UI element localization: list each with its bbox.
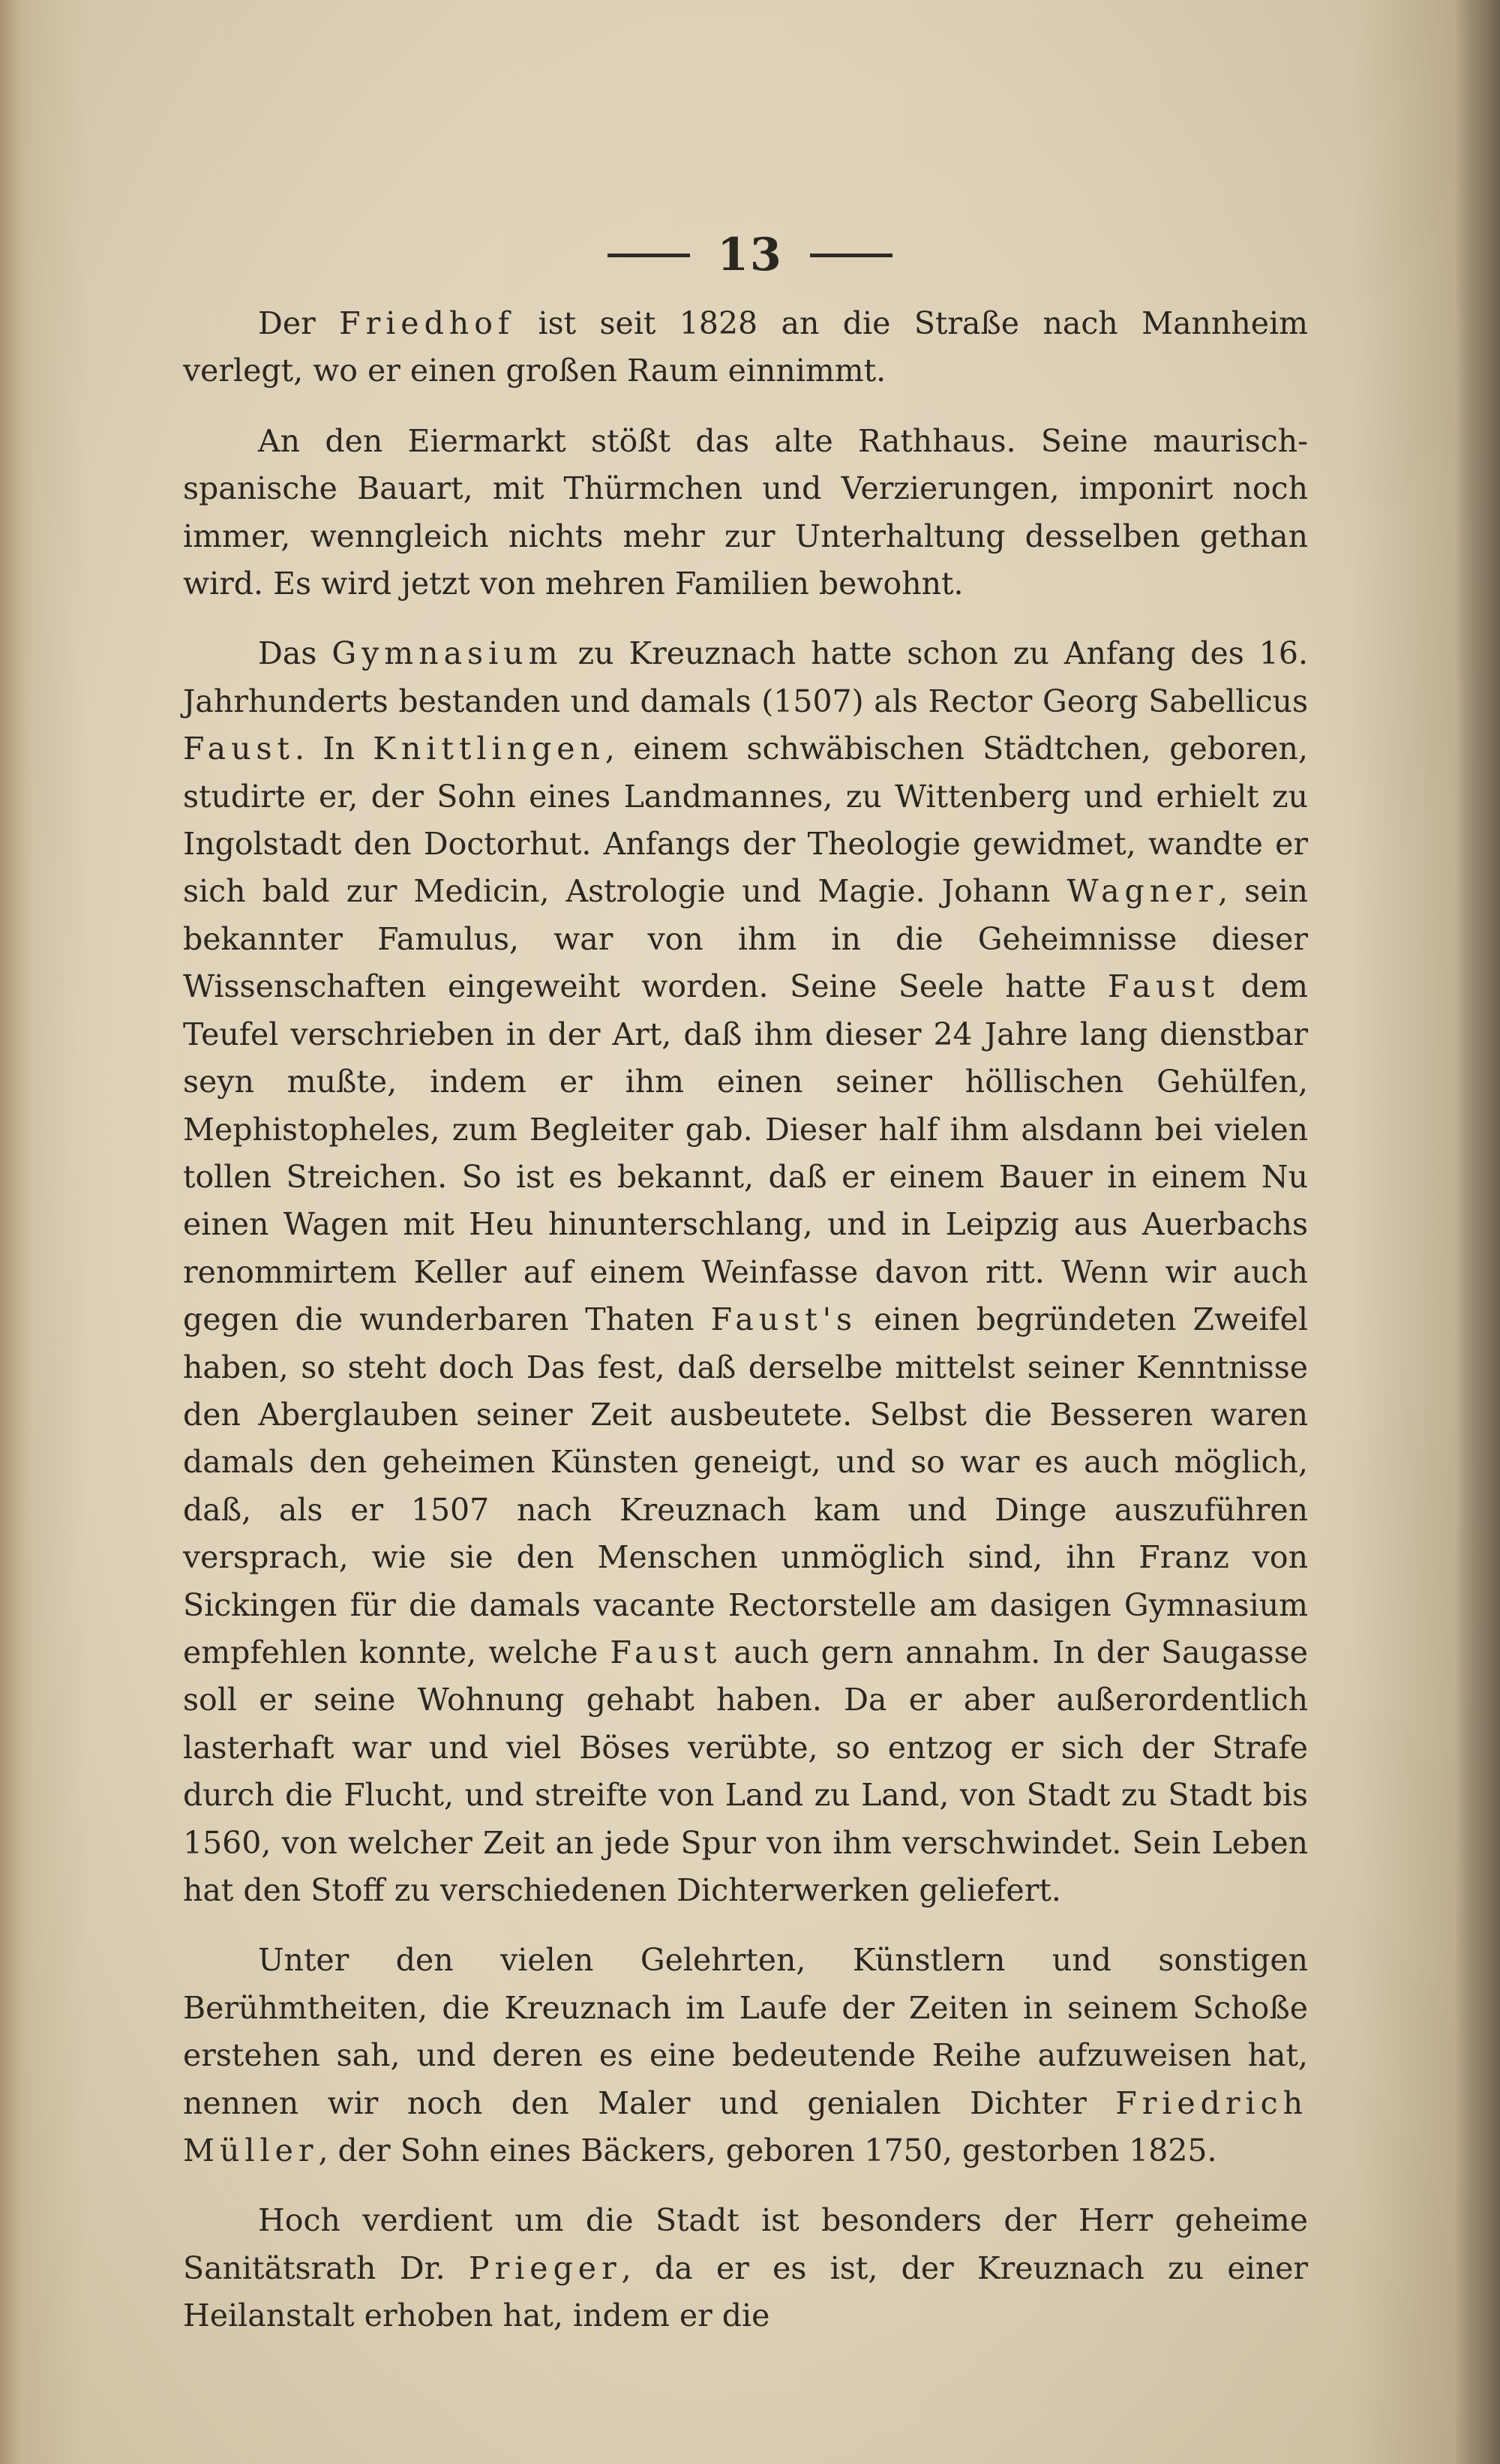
paragraph-gymnasium — [183, 630, 1308, 1914]
spaced-term: Friedrich Müller — [183, 2084, 1308, 2169]
paragraph-rathhaus — [183, 418, 1308, 608]
spaced-term: Prieger — [469, 2249, 622, 2286]
text-run: Der — [258, 305, 340, 341]
text-run: auch gern annahm. In der Saugasse soll er seine Wohnung gehabt haben. Da er aber außerordentlich lasterhaft war und viel Böses verübte, so entzog er sich der Strafe durch die Flucht, und streifte von Land zu Land, von Stadt zu Stadt bis 1560, von welcher Zeit an jede Spur von ihm verschwindet. Sein Leben hat den Stoff zu verschiedenen Dichterwerken geliefert. — [183, 1634, 1309, 1908]
text-run: zu Kreuznach hatte schon zu Anfang des 16. Jahrhunderts bestanden und damals (1507) als Rector Georg Sabellicus — [183, 635, 1308, 719]
page-number: 13 — [717, 229, 783, 281]
page-header — [0, 225, 1500, 285]
page-edge-left — [0, 0, 33, 2464]
text-run: , einem schwäbischen Städtchen, geboren, studirte er, der Sohn eines Landmannes, zu Wittenberg und erhielt zu Ingolstadt den Doctorhut. Anfangs der Theologie gewidmet, wandte er sich bald zur Medicin, Astrologie und Magie. Johann — [183, 731, 1308, 910]
spaced-term: Knittlingen — [373, 731, 605, 767]
text-run: . In — [295, 731, 374, 767]
paragraph-gelehrte — [183, 1937, 1308, 2174]
spaced-term: Faust — [610, 1634, 722, 1670]
text-run: Hoch verdient um die Stadt ist besonders der Herr geheime Sanitätsrath Dr. — [183, 2202, 1308, 2286]
spaced-term: Friedhof — [339, 305, 515, 341]
body-text — [183, 300, 1308, 2363]
text-run: Unter den vielen Gelehrten, Künstlern und sonstigen Berühmtheiten, die Kreuznach im Laufe der Zeiten in seinem Schoße erstehen sah, und deren es eine bedeutende Reihe aufzuweisen hat, nennen wir noch den Maler und genialen Dichter — [183, 1942, 1308, 2121]
paragraph-prieger — [183, 2197, 1308, 2339]
spaced-term: Gymnasium — [332, 635, 563, 672]
spaced-term: Faust's — [710, 1301, 857, 1338]
text-run: Das — [258, 635, 332, 672]
text-run: An den Eiermarkt stößt das alte Rathhaus. Seine maurisch-spanische Bauart, mit Thürmchen und Verzierungen, imponirt noch immer, wenngleich nichts mehr zur Unterhaltung desselben gethan wird. Es wird jetzt von mehren Familien bewohnt. — [183, 422, 1308, 602]
text-run: dem Teufel verschrieben in der Art, daß ihm dieser 24 Jahre lang dienstbar seyn mußte, indem er ihm einen seiner höllischen Gehülfen, Mephistopheles, zum Begleiter gab. Dieser half ihm alsdann bei vielen tollen Streichen. So ist es bekannt, daß er einem Bauer in einem Nu einen Wagen mit Heu hinunterschlang, und in Leipzig aus Auerbachs renommirtem Keller auf einem Weinfasse davon ritt. Wenn wir auch gegen die wunderbaren Thaten — [183, 968, 1309, 1338]
header-rule-right — [810, 254, 892, 257]
text-run: ist seit 1828 an die Straße nach Mannheim verlegt, wo er einen großen Raum einnimmt. — [183, 305, 1308, 389]
text-run: , sein bekannter Famulus, war von ihm in die Geheimnisse dieser Wissenschaften eingeweiht worden. Seine Seele hatte — [183, 873, 1308, 1005]
paragraph-friedhof — [183, 300, 1308, 395]
spaced-term: Faust — [1108, 968, 1220, 1005]
spaced-term: Faust — [183, 731, 296, 767]
text-run: einen begründeten Zweifel haben, so steht doch Das fest, daß derselbe mittelst seiner Kenntnisse den Aberglauben seiner Zeit ausbeutete. Selbst die Besseren waren damals den geheimen Künsten geneigt, und so war es auch möglich, daß, als er 1507 nach Kreuznach kam und Dinge auszuführen versprach, wie sie den Menschen unmöglich sind, ihn Franz von Sickingen für die damals vacante Rectorstelle am dasigen Gymnasium empfehlen konnte, welche — [183, 1301, 1308, 1670]
page-edge-right — [1455, 0, 1500, 2464]
text-run: , der Sohn eines Bäckers, geboren 1750, gestorben 1825. — [318, 2132, 1217, 2169]
header-rule-left — [608, 254, 690, 257]
text-run: , da er es ist, der Kreuznach zu einer Heilanstalt erhoben hat, indem er die — [183, 2249, 1308, 2334]
spaced-term: Wagner — [1066, 873, 1219, 910]
